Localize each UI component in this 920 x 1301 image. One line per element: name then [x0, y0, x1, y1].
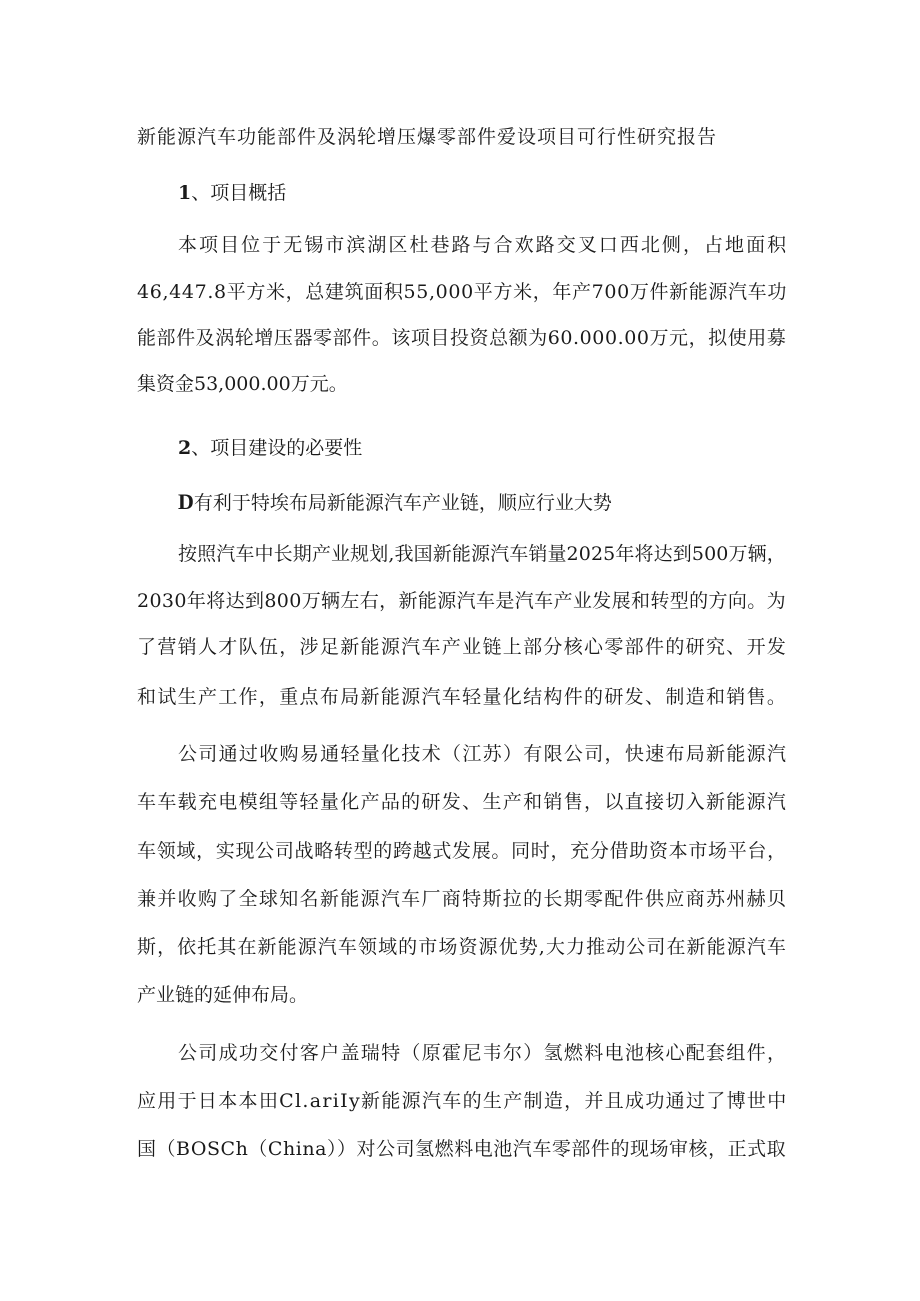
paragraph-line: 公司通过收购易通轻量化技术（江苏）有限公司，快速布局新能源汽: [178, 743, 788, 765]
paragraph-line: 按照汽车中长期产业规划,我国新能源汽车销量2025年将达到500万辆，: [178, 543, 786, 565]
paragraph-line: 了营销人才队伍，涉足新能源汽车产业链上部分核心零部件的研究、开发: [137, 636, 788, 658]
section-heading-text: 、项目概括: [191, 182, 287, 204]
sub-heading-marker: D: [178, 489, 194, 514]
paragraph-line: 公司成功交付客户盖瑞特（原霍尼韦尔）氢燃料电池核心配套组件，: [178, 1042, 788, 1064]
paragraph-line: 车领域，实现公司战略转型的跨越式发展。同时，充分借助资本市场平台，: [137, 840, 787, 862]
section-heading-2: [178, 433, 362, 460]
paragraph-line: 国（BOSCh（China））对公司氢燃料电池汽车零部件的现场审核，正式取: [137, 1138, 787, 1160]
paragraph-line: 和试生产工作，重点布局新能源汽车轻量化结构件的研发、制造和销售。: [137, 686, 788, 708]
paragraph-line: 2030年将达到800万辆左右，新能源汽车是汽车产业发展和转型的方向。为: [137, 590, 786, 612]
paragraph-line: 产业链的延伸布局。: [137, 984, 309, 1006]
section-heading-text: 、项目建设的必要性: [191, 437, 363, 459]
paragraph-line: 集资金53,000.00万元。: [137, 373, 348, 395]
paragraph-line: 兼并收购了全球知名新能源汽车厂商特斯拉的长期零配件供应商苏州赫贝: [137, 888, 788, 910]
paragraph-line: 本项目位于无锡市滨湖区杜巷路与合欢路交叉口西北侧，占地面积: [178, 234, 789, 256]
paragraph-line: 车车载充电模组等轻量化产品的研发、生产和销售，以直接切入新能源汽: [137, 791, 788, 813]
sub-heading-text: 有利于特埃布局新能源汽车产业链，顺应行业大势: [193, 492, 612, 514]
section-heading-1: [178, 178, 286, 205]
section-number: 2: [178, 437, 192, 459]
paragraph-line: 斯，依托其在新能源汽车领域的市场资源优势,大力推动公司在新能源汽车: [137, 936, 788, 958]
document-title: 新能源汽车功能部件及涡轮增压爆零部件爱设项目可行性研究报告: [137, 126, 718, 148]
paragraph-line: 能部件及涡轮增压器零部件。该项目投资总额为60.000.00万元，拟使用募: [137, 327, 787, 349]
paragraph-line: 应用于日本本田Cl.ariIy新能源汽车的生产制造，并且成功通过了博世中: [137, 1090, 788, 1112]
section-number: 1: [178, 182, 192, 204]
sub-heading: [178, 488, 612, 515]
paragraph-line: 46,447.8平方米，总建筑面积55,000平方米，年产700万件新能源汽车功: [137, 281, 787, 303]
